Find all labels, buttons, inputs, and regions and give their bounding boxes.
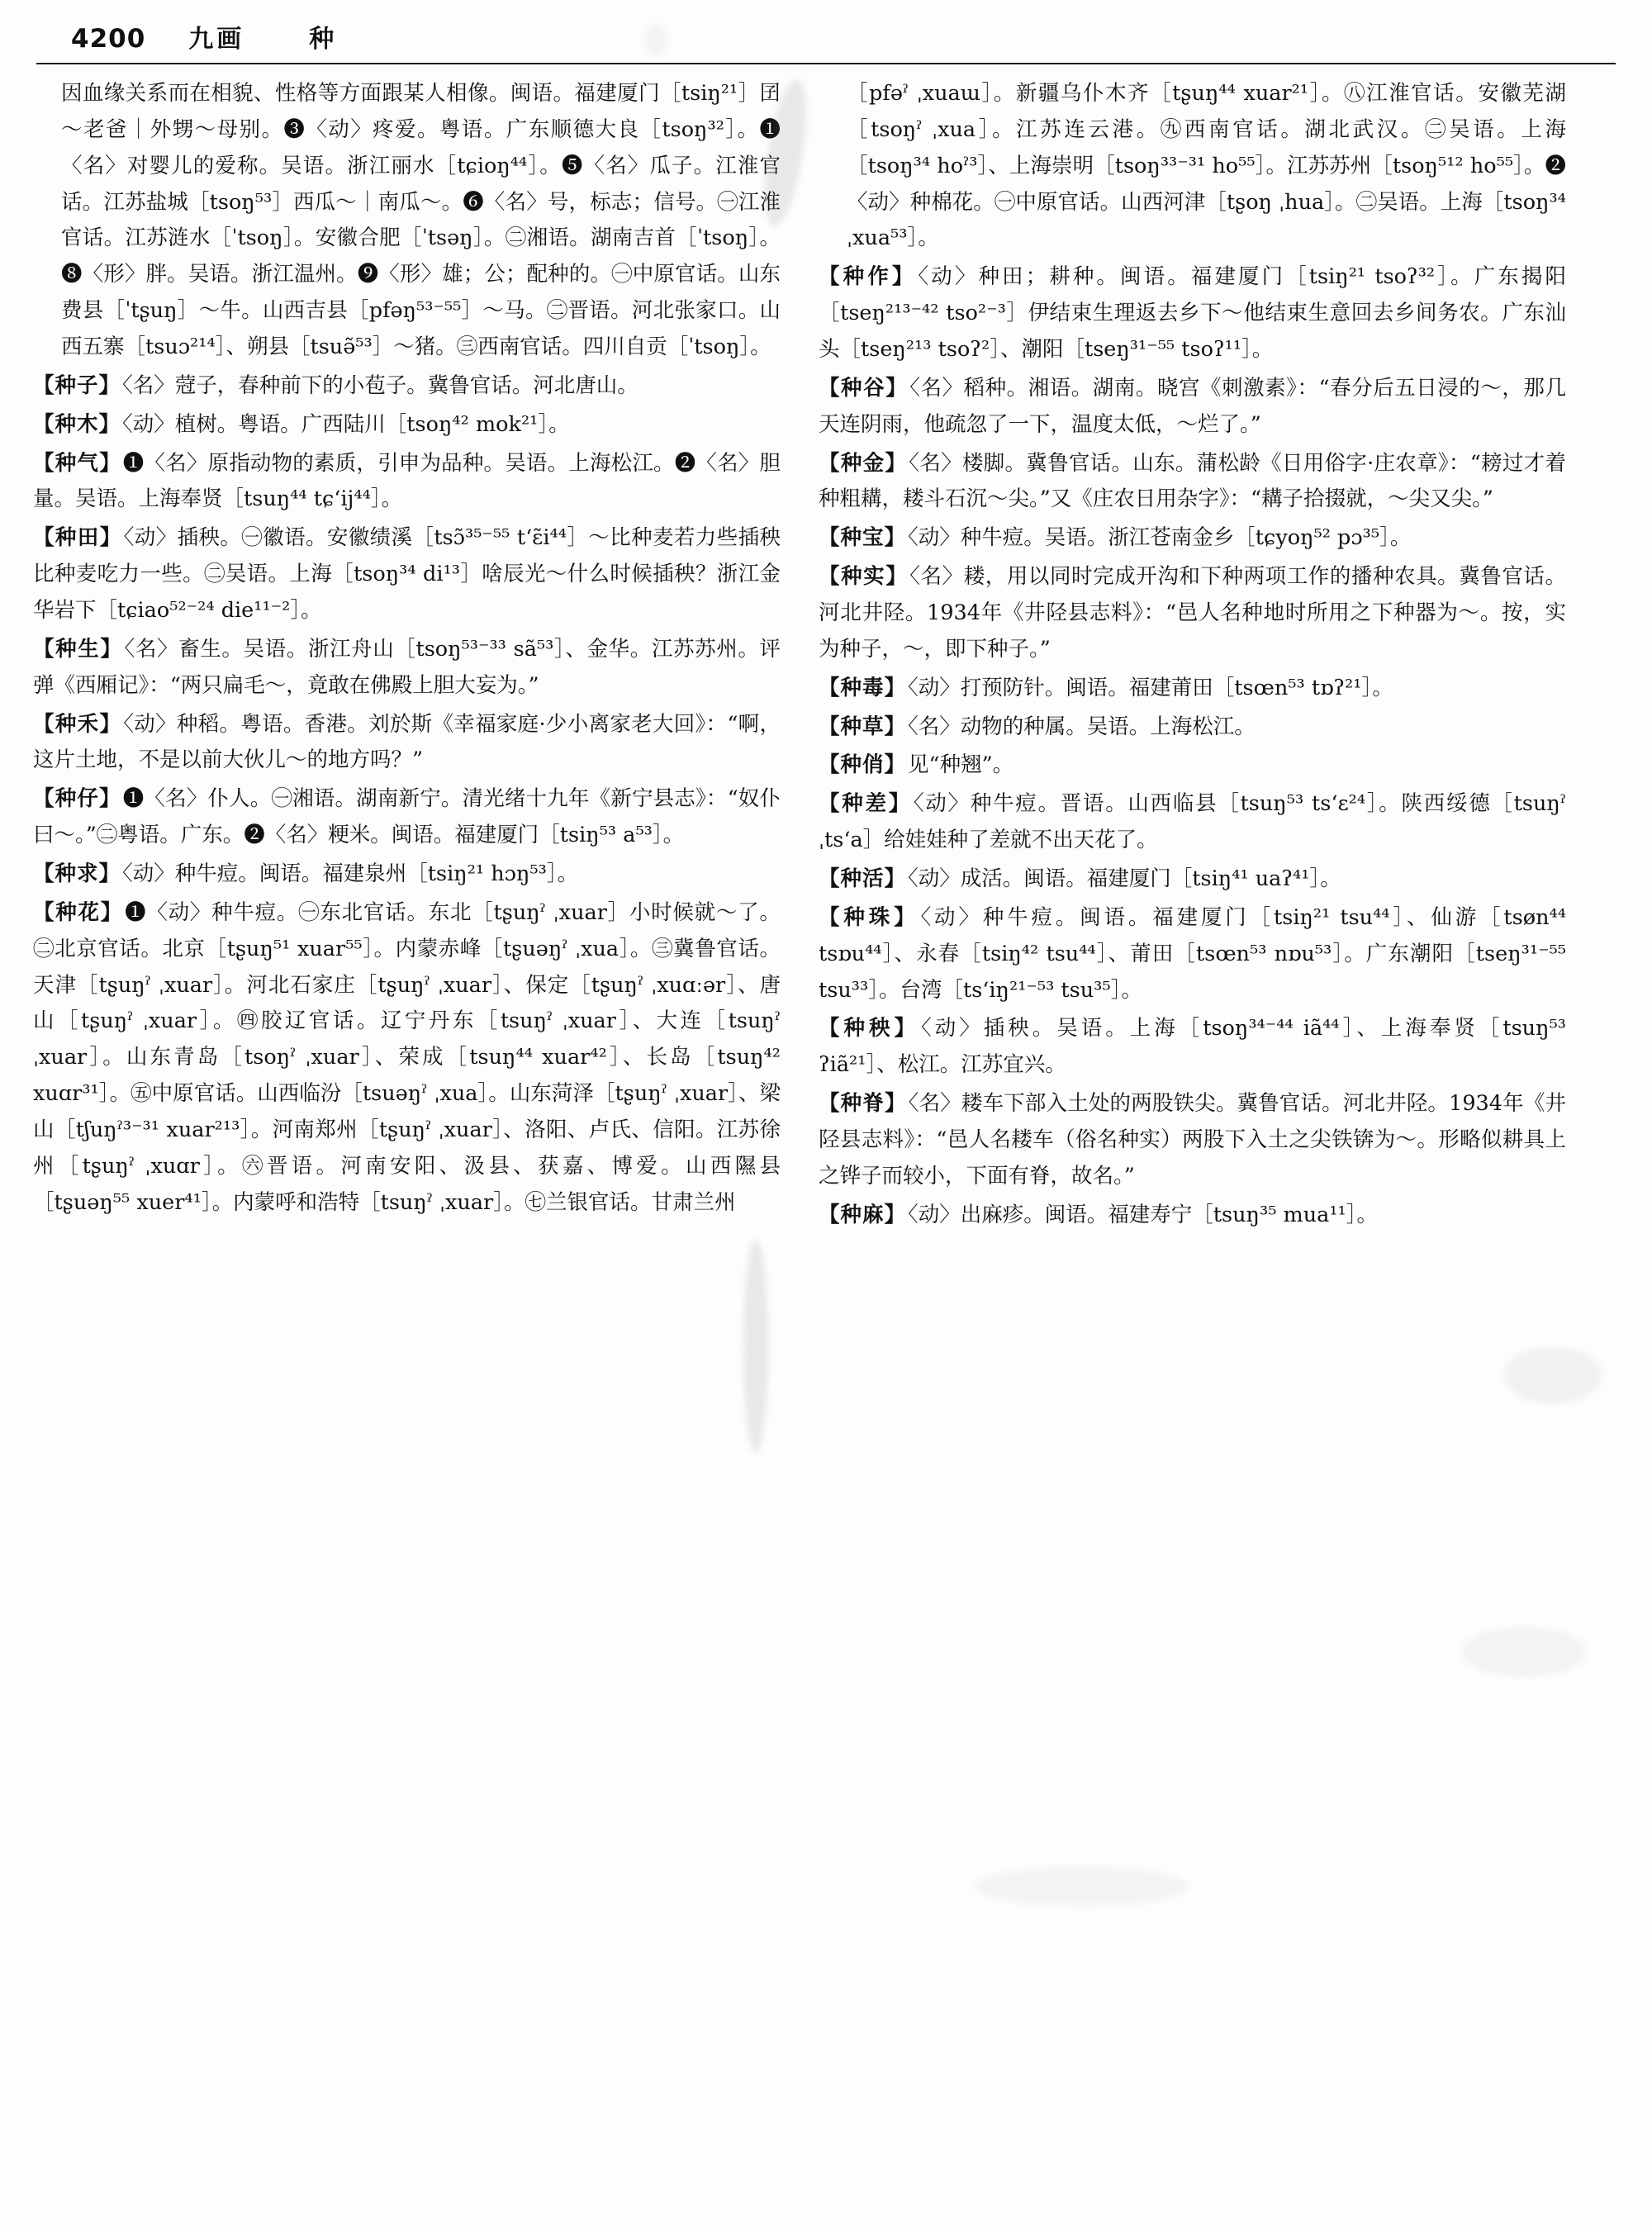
entry-body: 〈动〉成活。闽语。福建厦门［tsiŋ⁴¹ uaʔ⁴¹］。 — [908, 866, 1341, 892]
entry-body: 〈动〉种牛痘。闽语。福建厦门［tsiŋ²¹ tsu⁴⁴］、仙游［tsøn⁴⁴ tsɒu⁴⁴］、永春［tsiŋ⁴² tsu⁴⁴］、莆田［tsœn⁵³ nɒu⁵³］。广东潮阳［tseŋ³¹⁻⁵⁵ tsu³³］。台湾［tsʻiŋ²¹⁻⁵³ tsu³⁵］。 — [819, 904, 1566, 1003]
entry-headword: 【种生】 — [33, 636, 123, 662]
dictionary-entry — [33, 707, 781, 780]
entry-headword: 【种气】 — [33, 450, 121, 476]
section-character: 种 — [309, 25, 335, 54]
entry-body: 〈名〉楼脚。冀鲁官话。山东。蒲松龄《日用俗字·庄农章》：“耪过才着种粗耩，耧斗石沉～尖。”又《庄农日用杂字》：“耩子拾掇就，～尖又尖。” — [819, 450, 1566, 512]
entry-headword: 【种脊】 — [819, 1091, 907, 1117]
entry-body: ❶〈动〉种牛痘。㊀东北官话。东北［tʂuŋˀ ˌxuar］小时候就～了。㊁北京官话。北京［tʂuŋ⁵¹ xuar⁵⁵］。内蒙赤峰［tʂuəŋˀ ˌxua］。㊂冀鲁官话。天津［tʂuŋˀ ˌxuar］。河北石家庄［tʂuŋˀ ˌxuar］、保定［tʂuŋˀ ˌxuɑːər］、唐山［tʂuŋˀ ˌxuar］。㊃胶辽官话。辽宁丹东［tsuŋˀ ˌxuar］、大连［tsuŋˀ ˌxuar］。山东青岛［tsoŋˀ ˌxuar］、荣成［tsuŋ⁴⁴ xuar⁴²］、长岛［tsuŋ⁴² xuɑr³¹］。㊄中原官话。山西临汾［tsuəŋˀ ˌxua］。山东菏泽［tʂuŋˀ ˌxuar］、梁山［tʃuŋˀ³⁻³¹ xuar²¹³］。河南郑州［tʂuŋˀ ˌxuar］、洛阳、卢氏、信阳。江苏徐州［tʂuŋˀ ˌxuɑr］。㊅晋语。河南安阳、汲县、获嘉、博爱。山西隰县［tʂuəŋ⁵⁵ xuer⁴¹］。内蒙呼和浩特［tsuŋˀ ˌxuar］。㊆兰银官话。甘肃兰州 — [33, 899, 781, 1215]
dictionary-entry — [819, 786, 1566, 859]
entry-headword: 【种毒】 — [819, 675, 907, 700]
entry-body: 〈名〉稻种。湘语。湖南。晓宫《刺激素》：“春分后五日浸的～，那几天连阴雨，他疏忽了一下，温度太低，～烂了。” — [819, 375, 1566, 437]
dictionary-entry — [33, 856, 781, 893]
dictionary-entry — [33, 781, 781, 854]
entry-headword: 【种木】 — [33, 411, 121, 437]
entry-headword: 【种禾】 — [33, 711, 122, 737]
dictionary-entry — [819, 559, 1566, 668]
entry-headword: 【种田】 — [33, 525, 122, 551]
entry-body: 〈动〉插秧。吴语。上海［tsoŋ³⁴⁻⁴⁴ iã⁴⁴］、上海奉贤［tsuŋ⁵³ ʔiã²¹］、松江。江苏宜兴。 — [819, 1016, 1566, 1078]
dictionary-entry — [33, 407, 781, 444]
dictionary-entry — [33, 520, 781, 629]
entry-headword: 【种谷】 — [819, 375, 909, 401]
entry-body: 〈名〉畜生。吴语。浙江舟山［tsoŋ⁵³⁻³³ sã⁵³］、金华。江苏苏州。评弹《西厢记》：“两只扁毛～，竟敢在佛殿上胆大妄为。” — [33, 636, 781, 698]
entry-headword: 【种秧】 — [819, 1016, 919, 1041]
dictionary-entry — [819, 1086, 1566, 1195]
dictionary-entry — [819, 709, 1566, 746]
entry-body: 〈动〉插秧。㊀徽语。安徽绩溪［tsɔ̃³⁵⁻⁵⁵ tʻɛ̃i⁴⁴］～比种麦若力些插秧比种麦吃力一些。㊁吴语。上海［tsoŋ³⁴ di¹³］啥辰光～什么时候插秧？浙江金华岩下［tɕiao⁵²⁻²⁴ die¹¹⁻²］。 — [33, 525, 781, 624]
dictionary-entry — [33, 446, 781, 519]
entry-body: 〈动〉植树。粤语。广西陆川［tsoŋ⁴² mok²¹］。 — [122, 411, 570, 437]
entry-body: ❶〈名〉原指动物的素质，引申为品种。吴语。上海松江。❷〈名〉胆量。吴语。上海奉贤［tsuŋ⁴⁴ tɕʻij⁴⁴］。 — [33, 450, 781, 512]
entry-body: 〈名〉蒄子，春种前下的小苞子。冀鲁官话。河北唐山。 — [122, 372, 638, 398]
column-right — [819, 76, 1566, 2190]
entry-headword: 【种宝】 — [819, 525, 907, 551]
dictionary-entry — [819, 861, 1566, 898]
entry-body: 〈动〉种田；耕种。闽语。福建厦门［tsiŋ²¹ tsoʔ³²］。广东揭阳［tseŋ²¹³⁻⁴² tso²⁻³］伊结束生理返去乡下～他结束生意回去乡间务农。广东汕头［tseŋ²¹³ tsoʔ²］、潮阳［tseŋ³¹⁻⁵⁵ tsoʔ¹¹］。 — [819, 264, 1566, 363]
continued-paragraph: 因血缘关系而在相貌、性格等方面跟某人相像。闽语。福建厦门［tsiŋ²¹］囝～老爸｜外甥～母别。❸〈动〉疼爱。粤语。广东顺德大良［tsoŋ³²］。❶〈名〉对婴儿的爱称。吴语。浙江丽水［tɕioŋ⁴⁴］。❺〈名〉瓜子。江淮官话。江苏盐城［tsoŋ⁵³］西瓜～｜南瓜～。❻〈名〉号，标志；信号。㊀江淮官话。江苏涟水［ˈtsoŋ］。安徽合肥［ˈtsəŋ］。㊁湘语。湖南吉首［ˈtsoŋ］。❽〈形〉胖。吴语。浙江温州。❾〈形〉雄；公；配种的。㊀中原官话。山东费县［ˈtʂuŋ］～牛。山西吉县［pfəŋ⁵³⁻⁵⁵］～马。㊁晋语。河北张家口。山西五寨［tsuɔ²¹⁴］、朔县［tsuə̃⁵³］～猪。㊂西南官话。四川自贡［ˈtsoŋ］。 — [61, 81, 781, 360]
dictionary-entry — [819, 747, 1566, 784]
entry-body: 〈动〉出麻疹。闽语。福建寿宁［tsuŋ³⁵ mua¹¹］。 — [908, 1202, 1379, 1227]
dictionary-entry — [33, 895, 781, 1222]
entry-body: 〈名〉耧，用以同时完成开沟和下种两项工作的播种农具。冀鲁官话。河北井陉。1934年《井陉县志料》：“邑人名种地时所用之下种器为～。按，实为种子，～，即下种子。” — [819, 564, 1566, 662]
dictionary-entry — [819, 1011, 1566, 1084]
entry-headword: 【种活】 — [819, 866, 907, 892]
entry-body: 〈动〉种稻。粤语。香港。刘於斯《幸福家庭·少小离家老大回》：“啊，这片土地，不是以前大伙儿～的地方吗？” — [33, 711, 781, 773]
header-rule — [36, 63, 1616, 64]
entry-body: 〈动〉种牛痘。晋语。山西临县［tsuŋ⁵³ tsʻɛ²⁴］。陕西绥德［tsuŋˀ ˌtsʻa］给娃娃种了差就不出天花了。 — [819, 791, 1566, 853]
entry-body: 〈动〉种牛痘。吴语。浙江苍南金乡［tɕyoŋ⁵² pɔ³⁵］。 — [908, 525, 1412, 551]
entry-body: ❶〈名〉仆人。㊀湘语。湖南新宁。清光绪十九年《新宁县志》：“奴仆曰～。”㊁粤语。广东。❷〈名〉粳米。闽语。福建厦门［tsiŋ⁵³ a⁵³］。 — [33, 786, 781, 848]
entry-body: 〈名〉耧车下部入土处的两股铁尖。冀鲁官话。河北井陉。1934年《井陉县志料》：“邑人名耧车（俗名种实）两股下入土之尖铁锛为～。形略似耕具上之铧子而较小，下面有脊，故名。” — [819, 1091, 1566, 1189]
entry-body: 〈名〉动物的种属。吴语。上海松江。 — [908, 714, 1256, 739]
entry-headword: 【种子】 — [33, 372, 121, 398]
page-header — [33, 15, 1619, 61]
entry-headword: 【种作】 — [819, 264, 917, 290]
dictionary-entry — [819, 446, 1566, 519]
entry-body: 〈动〉种牛痘。闽语。福建泉州［tsiŋ²¹ hɔŋ⁵³］。 — [122, 861, 579, 887]
text-columns — [33, 76, 1619, 2190]
entry-headword: 【种草】 — [819, 714, 907, 739]
entry-headword: 【种金】 — [819, 450, 908, 476]
entry-headword: 【种麻】 — [819, 1202, 907, 1227]
dictionary-entry — [819, 259, 1566, 368]
continued-paragraph: ［pfəˀ ˌxuaɯ］。新疆乌仆木齐［tʂuŋ⁴⁴ xuar²¹］。㊇江淮官话。安徽芜湖［tsoŋˀ ˌxua］。江苏连云港。㊈西南官话。湖北武汉。㊁吴语。上海［tsoŋ³⁴ hoˀ³］、上海崇明［tsoŋ³³⁻³¹ ho⁵⁵］。江苏苏州［tsoŋ⁵¹² ho⁵⁵］。❷〈动〉种棉花。㊀中原官话。山西河津［tʂoŋ ˌhua］。㊁吴语。上海［tsoŋ³⁴ ˌxua⁵³］。 — [847, 81, 1566, 251]
entry-headword: 【种花】 — [33, 899, 124, 925]
dictionary-entry — [819, 371, 1566, 444]
entry-headword: 【种实】 — [819, 564, 909, 590]
dictionary-entry — [819, 520, 1566, 557]
dictionary-entry — [819, 671, 1566, 707]
entry-body: 〈动〉打预防针。闽语。福建莆田［tsœn⁵³ tɒʔ²¹］。 — [908, 675, 1393, 700]
dictionary-entry — [33, 368, 781, 405]
entry-headword: 【种仔】 — [33, 786, 121, 812]
entry-body: 见“种翘”。 — [908, 752, 1014, 778]
column-left — [33, 76, 781, 2190]
entry-headword: 【种俏】 — [819, 752, 907, 778]
stroke-section-label: 九画 — [188, 25, 245, 54]
dictionary-entry — [819, 900, 1566, 1009]
entry-headword: 【种求】 — [33, 861, 121, 887]
dictionary-entry — [819, 1198, 1566, 1234]
entry-headword: 【种珠】 — [819, 904, 919, 930]
page-number: 4200 — [71, 24, 146, 54]
entry-headword: 【种差】 — [819, 791, 912, 817]
dictionary-entry — [33, 632, 781, 705]
